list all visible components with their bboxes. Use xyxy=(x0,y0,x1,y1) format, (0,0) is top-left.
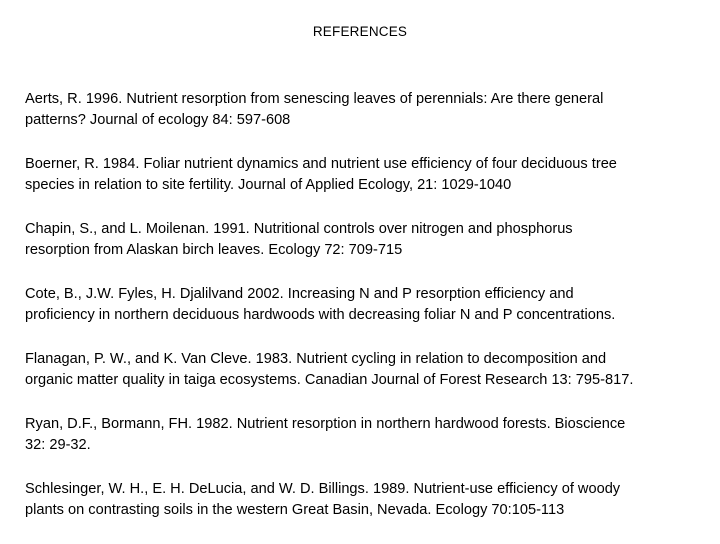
reference-item xyxy=(25,414,717,456)
reference-item xyxy=(25,154,717,196)
reference-line: plants on contrasting soils in the western Great Basin, Nevada. Ecology 70:105-113 xyxy=(25,502,565,518)
reference-line: Aerts, R. 1996. Nutrient resorption from senescing leaves of perennials: Are there general xyxy=(25,91,604,107)
reference-line: resorption from Alaskan birch leaves. Ecology 72: 709-715 xyxy=(25,242,403,258)
reference-line: Ryan, D.F., Bormann, FH. 1982. Nutrient resorption in northern hardwood forests. Bioscience xyxy=(25,416,626,432)
reference-line: Schlesinger, W. H., E. H. DeLucia, and W. D. Billings. 1989. Nutrient-use efficiency of woody xyxy=(25,481,621,497)
reference-line: Cote, B., J.W. Fyles, H. Djalilvand 2002. Increasing N and P resorption efficiency and xyxy=(25,286,574,302)
reference-item xyxy=(25,479,717,521)
reference-line: 32: 29-32. xyxy=(25,437,91,453)
reference-item xyxy=(25,284,717,326)
reference-line: Chapin, S., and L. Moilenan. 1991. Nutritional controls over nitrogen and phosphorus xyxy=(25,221,573,237)
reference-line: organic matter quality in taiga ecosystems. Canadian Journal of Forest Research 13: 795-817. xyxy=(25,372,634,388)
reference-line: Boerner, R. 1984. Foliar nutrient dynamics and nutrient use efficiency of four deciduous tree xyxy=(25,156,617,172)
reference-list xyxy=(25,89,717,544)
reference-line: Flanagan, P. W., and K. Van Cleve. 1983. Nutrient cycling in relation to decomposition and xyxy=(25,351,607,367)
reference-item xyxy=(25,349,717,391)
reference-line: proficiency in northern deciduous hardwoods with decreasing foliar N and P concentrations. xyxy=(25,307,616,323)
reference-item xyxy=(25,219,717,261)
reference-item xyxy=(25,89,717,131)
reference-line: species in relation to site fertility. Journal of Applied Ecology, 21: 1029-1040 xyxy=(25,177,512,193)
page-title: REFERENCES xyxy=(312,24,408,39)
reference-line: patterns? Journal of ecology 84: 597-608 xyxy=(25,112,291,128)
